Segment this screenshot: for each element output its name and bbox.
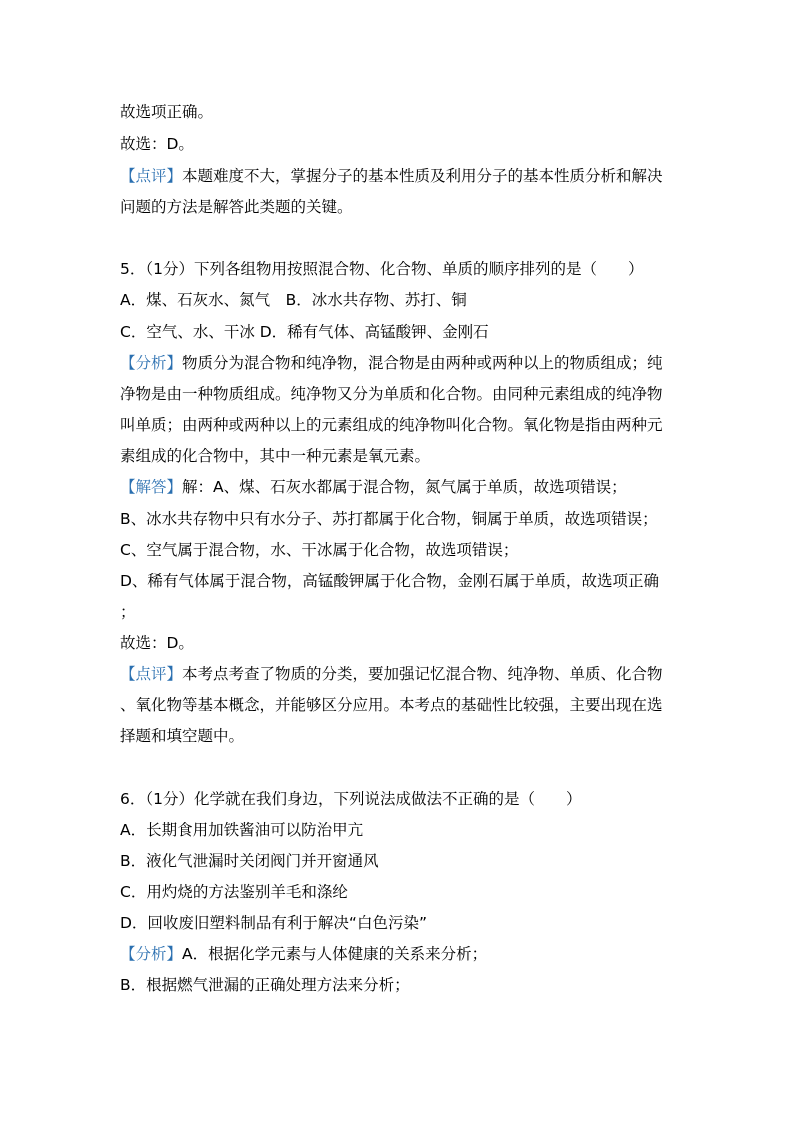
q5-solution-line-1: 【解答】解：A、煤、石灰水都属于混合物，氮气属于单质，故选项错误； [120,478,627,496]
q5-solution-line-2: B、冰水共存物中只有水分子、苏打都属于化合物，铜属于单质，故选项错误； [120,510,658,528]
prev-comment-line-1: 【点评】本题难度不大，掌握分子的基本性质及利用分子的基本性质分析和解决 [120,167,663,185]
comment-tag: 【点评】 [120,665,183,683]
q5-analysis-line-4: 素组成的化合物中，其中一种元素是氧元素。 [120,447,431,465]
q6-option-c: C．用灼烧的方法鉴别羊毛和涤纶 [120,883,348,901]
q5-comment-line-3: 择题和填空题中。 [120,727,245,745]
prev-comment-line-2: 问题的方法是解答此类题的关键。 [120,198,353,216]
analysis-tag: 【分析】 [120,945,183,963]
q5-analysis-line-3: 叫单质；由两种或两种以上的元素组成的纯净物叫化合物。氧化物是指由两种元 [120,416,663,434]
q5-analysis-line-2: 净物是由一种物质组成。纯净物又分为单质和化合物。由同种元素组成的纯净物 [120,385,663,403]
q5-analysis-line-1: 【分析】物质分为混合物和纯净物，混合物是由两种或两种以上的物质组成；纯 [120,354,663,372]
prev-answer: 故选：D。 [120,135,194,153]
solution-tag: 【解答】 [120,478,183,496]
q5-options-line-1: A．煤、石灰水、氮气 B．冰水共存物、苏打、铜 [120,291,467,309]
prev-conclusion: 故选项正确。 [120,103,214,121]
q6-analysis-line-1: 【分析】A．根据化学元素与人体健康的关系来分析； [120,945,488,963]
q6-analysis-line-2: B．根据燃气泄漏的正确处理方法来分析； [120,976,410,994]
analysis-tag: 【分析】 [120,354,183,372]
comment-tag: 【点评】 [120,167,183,185]
q6-option-a: A．长期食用加铁酱油可以防治甲亢 [120,821,364,839]
q6-stem: 6．（1分）化学就在我们身边，下列说法成做法不正确的是（ ） [120,790,582,808]
q5-solution-line-5: ； [120,603,136,621]
q5-options-line-2: C．空气、水、干冰 D．稀有气体、高锰酸钾、金刚石 [120,323,489,341]
q6-option-d: D．回收废旧塑料制品有利于解决“白色污染” [120,914,427,932]
q5-comment-line-1: 【点评】本考点考查了物质的分类，要加强记忆混合物、纯净物、单质、化合物 [120,665,663,683]
q5-solution-line-3: C、空气属于混合物，水、干冰属于化合物，故选项错误； [120,541,519,559]
q5-stem: 5．（1分）下列各组物用按照混合物、化合物、单质的顺序排列的是（ ） [120,260,644,278]
q5-comment-line-2: 、氧化物等基本概念，并能够区分应用。本考点的基础性比较强，主要出现在选 [120,696,663,714]
q5-solution-line-4: D、稀有气体属于混合物，高锰酸钾属于化合物，金刚石属于单质，故选项正确 [120,572,659,590]
q6-option-b: B．液化气泄漏时关闭阀门并开窗通风 [120,852,379,870]
q5-answer: 故选：D。 [120,634,194,652]
